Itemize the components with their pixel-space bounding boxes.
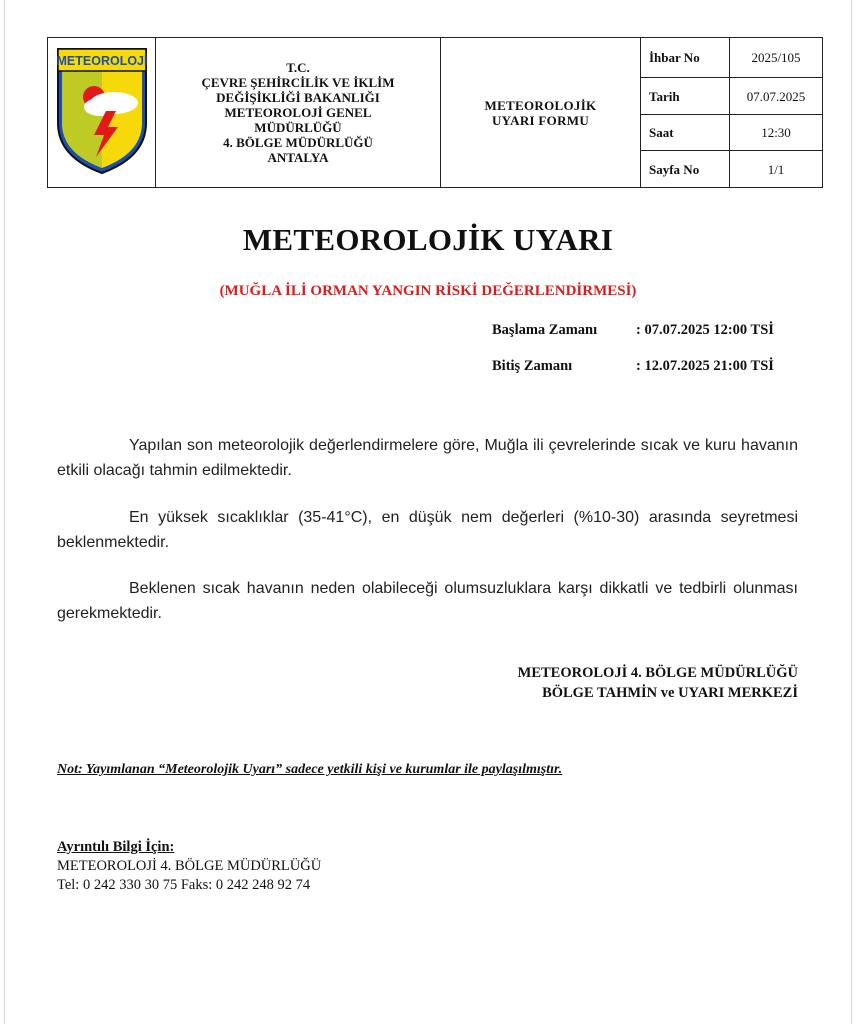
ministry-line: T.C. <box>286 60 310 75</box>
signature-line-2: BÖLGE TAHMİN ve UYARI MERKEZİ <box>542 685 798 701</box>
ministry-line: MÜDÜRLÜĞÜ <box>254 120 342 135</box>
paragraph-1: Yapılan son meteorolojik değerlendirmelere göre, Muğla ili çevrelerinde sıcak ve kuru havanın etkili olacağı tahmin edilmektedir. <box>57 437 798 479</box>
contact-block <box>57 838 321 895</box>
start-time-row <box>492 322 774 339</box>
ministry-line: ANTALYA <box>267 150 329 165</box>
signature-line-1: METEOROLOJİ 4. BÖLGE MÜDÜRLÜĞÜ <box>517 665 798 681</box>
ministry-cell <box>156 38 441 188</box>
contact-office: METEOROLOJİ 4. BÖLGE MÜDÜRLÜĞÜ <box>57 858 322 874</box>
start-time-label: Başlama Zamanı <box>492 322 598 338</box>
meteoroloji-logo <box>54 45 150 177</box>
document-subtitle: (MUĞLA İLİ ORMAN YANGIN RİSKİ DEĞERLENDİRMESİ) <box>219 283 637 299</box>
end-time-label: Bitiş Zamanı <box>492 358 573 374</box>
end-time-value: : 12.07.2025 21:00 TSİ <box>636 358 774 374</box>
ministry-line: 4. BÖLGE MÜDÜRLÜĞÜ <box>223 135 373 150</box>
form-title-cell <box>441 38 641 188</box>
ministry-line: DEĞİŞİKLİĞİ BAKANLIĞI <box>216 90 380 105</box>
meta-value-ihbar: 2025/105 <box>730 38 823 78</box>
form-title-line: UYARI FORMU <box>491 112 590 128</box>
paragraph-2: En yüksek sıcaklıklar (35-41°C), en düşük nem değerleri (%10-30) arasında seyretmesi beklenmektedir. <box>57 509 798 551</box>
page-edge-left <box>4 0 5 1024</box>
contact-heading: Ayrıntılı Bilgi İçin: <box>57 839 175 855</box>
page-edge-right <box>851 0 852 1024</box>
header-table <box>47 37 823 188</box>
meta-label-sayfa: Sayfa No <box>641 151 730 188</box>
form-title-line: METEOROLOJİK <box>484 97 597 113</box>
ministry-line: METEOROLOJİ GENEL <box>224 105 372 120</box>
paragraph-3: Beklenen sıcak havanın neden olabileceği olumsuzluklara karşı dikkatli ve tedbirli olunması gerekmektedir. <box>57 580 798 622</box>
meta-value-saat: 12:30 <box>730 115 823 151</box>
logo-cell <box>48 38 156 188</box>
signature-block <box>518 663 798 703</box>
contact-phone: Tel: 0 242 330 30 75 Faks: 0 242 248 92 74 <box>57 877 311 893</box>
end-time-row <box>492 358 774 375</box>
logo-text: METEOROLOJİ <box>56 54 147 68</box>
meta-label-tarih: Tarih <box>641 78 730 115</box>
start-time-value: : 07.07.2025 12:00 TSİ <box>636 322 774 338</box>
document-title: METEOROLOJİK UYARI <box>242 222 614 257</box>
meta-label-ihbar: İhbar No <box>641 38 730 78</box>
ministry-line: ÇEVRE ŞEHİRCİLİK VE İKLİM <box>201 75 395 90</box>
meta-value-tarih: 07.07.2025 <box>730 78 823 115</box>
meta-label-saat: Saat <box>641 115 730 151</box>
distribution-note: Not: Yayımlanan “Meteorolojik Uyarı” sadece yetkili kişi ve kurumlar ile paylaşılmıştır. <box>57 762 563 777</box>
meta-value-sayfa: 1/1 <box>730 151 823 188</box>
